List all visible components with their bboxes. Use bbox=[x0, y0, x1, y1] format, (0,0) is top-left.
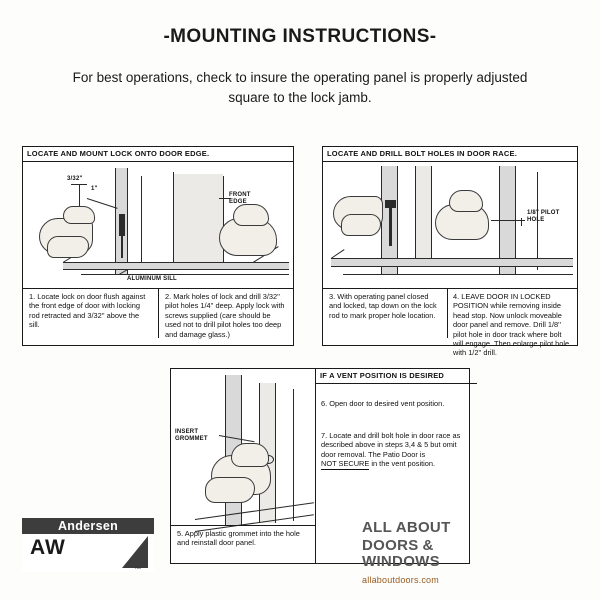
panel-3-step-6: 6. Open door to desired vent position. bbox=[321, 399, 445, 408]
panel-1-step-1: 1. Locate lock on door flush against the front edge of door with locking rod retracted and 3/32'' above the sill. bbox=[29, 291, 146, 330]
panel-1-diagram bbox=[23, 162, 293, 286]
label-pilot-hole: 1/8" PILOT HOLE bbox=[527, 209, 560, 223]
panel-3-step-5: 5. Apply plastic grommet into the hole and reinstall door panel. bbox=[177, 529, 300, 548]
label-3-32-inch: 3/32" bbox=[67, 175, 83, 182]
aadw-line-3: WINDOWS bbox=[362, 553, 440, 570]
aadw-line-2: DOORS bbox=[362, 536, 419, 554]
andersen-trademark: ™ bbox=[134, 566, 141, 573]
panel-2-step-4: 4. LEAVE DOOR IN LOCKED POSITION while removing inside head stop. Now unlock moveable door panel and remove. Drill 1/8'' pilot hole in door track where bolt will engage. Then enlarge pilot hole with 1/2'' drill. bbox=[453, 291, 570, 358]
aadw-ampersand: & bbox=[422, 536, 434, 554]
label-insert-grommet: INSERT GROMMET bbox=[175, 429, 208, 442]
emphasis-not-secure: NOT SECURE bbox=[321, 459, 370, 469]
panel-3-heading: IF A VENT POSITION IS DESIRED bbox=[316, 369, 477, 384]
panel-1-heading: LOCATE AND MOUNT LOCK ONTO DOOR EDGE. bbox=[23, 147, 293, 162]
andersen-monogram: AW bbox=[30, 536, 66, 559]
andersen-triangle-mark bbox=[122, 536, 148, 568]
page-title: -MOUNTING INSTRUCTIONS- bbox=[163, 26, 437, 47]
andersen-logo bbox=[22, 518, 154, 576]
label-1-inch: 1" bbox=[91, 185, 98, 192]
allaboutdoors-logo bbox=[362, 520, 582, 585]
label-front-edge: FRONT EDGE bbox=[229, 191, 251, 205]
aadw-line-1: ALL ABOUT bbox=[362, 519, 451, 536]
andersen-wordmark: Andersen bbox=[22, 518, 154, 534]
panel-3-step-7: 7. Locate and drill bolt hole in door race as described above in steps 3,4 & 5 but omit door removal. The Patio Door is NOT SECURE in the vent position. bbox=[321, 431, 461, 469]
panel-1-step-2: 2. Mark holes of lock and drill 3/32'' pilot holes 1/4'' deep. Apply lock with screws supplied (care should be used not to drill pilot holes too deep and damage glass.) bbox=[165, 291, 285, 339]
panel-2-diagram bbox=[323, 162, 577, 286]
intro-text: For best operations, check to insure the operating panel is properly adjusted square to the lock jamb. bbox=[72, 70, 528, 105]
panel-2-step-3: 3. With operating panel closed and locked, tap down on the lock rod to mark proper hole location. bbox=[329, 291, 437, 320]
panel-drill-bolt-holes bbox=[322, 146, 578, 358]
panel-2-heading: LOCATE AND DRILL BOLT HOLES IN DOOR RACE. bbox=[323, 147, 577, 162]
label-aluminum-sill: ALUMINUM SILL bbox=[127, 275, 177, 282]
aadw-url[interactable]: allaboutdoors.com bbox=[362, 574, 439, 585]
panel-locate-and-mount-lock bbox=[22, 146, 294, 346]
